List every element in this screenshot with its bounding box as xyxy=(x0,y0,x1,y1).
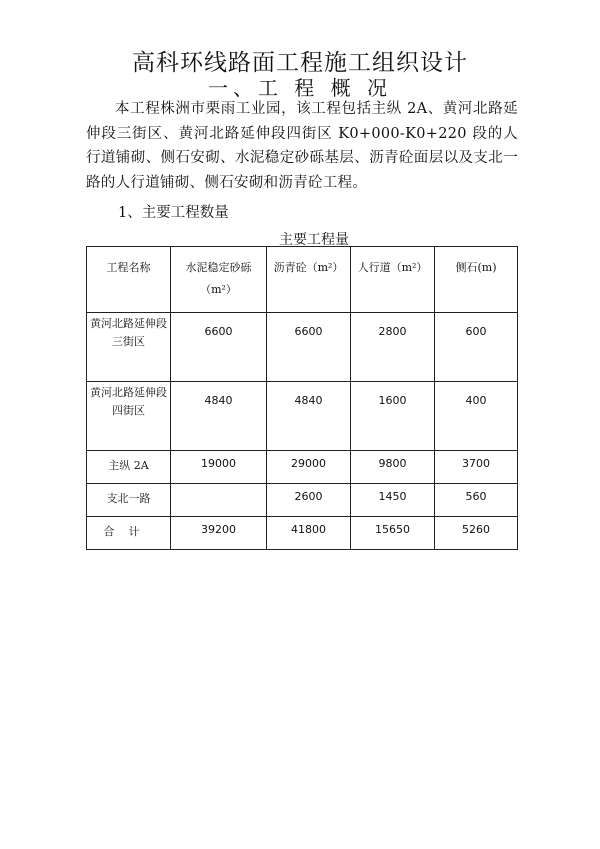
value-cell: 6600 xyxy=(171,313,267,382)
table-header-row xyxy=(87,247,518,313)
value-cell: 600 xyxy=(435,313,518,382)
table-row xyxy=(87,382,518,451)
section-heading: 一、工 程 概 况 xyxy=(207,76,393,100)
table-row-total xyxy=(87,517,518,550)
value-cell: 4840 xyxy=(267,382,351,451)
value-cell: 15650 xyxy=(351,517,435,550)
table-row xyxy=(87,313,518,382)
row-name-cell: 支北一路 xyxy=(87,484,171,517)
row-name-cell: 主纵 2A xyxy=(87,451,171,484)
intro-paragraph: 本工程株洲市栗雨工业园，该工程包括主纵 2A、黄河北路延伸段三街区、黄河北路延伸段四街区 K0+000-K0+220 段的人行道铺砌、侧石安砌、水泥稳定砂砾基层、沥青砼面层以及支北一路的人行道铺砌、侧石安砌和沥青砼工程。 xyxy=(86,101,518,191)
page-title: 高科环线路面工程施工组织设计 xyxy=(132,50,468,76)
sub-heading: 1、主要工程数量 xyxy=(118,205,229,221)
value-cell: 19000 xyxy=(171,451,267,484)
value-cell: 3700 xyxy=(435,451,518,484)
value-cell: 2600 xyxy=(267,484,351,517)
header-cell: 沥青砼（m²） xyxy=(267,247,351,313)
header-cell: 水泥稳定砂砾（m²） xyxy=(171,247,267,313)
quantities-table xyxy=(86,246,518,550)
header-cell: 工程名称 xyxy=(87,247,171,313)
value-cell: 1450 xyxy=(351,484,435,517)
value-cell: 6600 xyxy=(267,313,351,382)
row-name-cell: 合计 xyxy=(87,517,171,550)
table-row xyxy=(87,484,518,517)
row-name-cell: 黄河北路延伸段四街区 xyxy=(87,382,171,451)
value-cell: 560 xyxy=(435,484,518,517)
value-cell: 1600 xyxy=(351,382,435,451)
value-cell: 4840 xyxy=(171,382,267,451)
value-cell: 5260 xyxy=(435,517,518,550)
value-cell: 29000 xyxy=(267,451,351,484)
table-row xyxy=(87,451,518,484)
row-name-cell: 黄河北路延伸段三街区 xyxy=(87,313,171,382)
value-cell: 39200 xyxy=(171,517,267,550)
value-cell: 41800 xyxy=(267,517,351,550)
value-cell: 2800 xyxy=(351,313,435,382)
header-cell: 侧石(m) xyxy=(435,247,518,313)
table-caption: 主要工程量 xyxy=(279,232,349,248)
header-cell: 人行道（m²） xyxy=(351,247,435,313)
value-cell xyxy=(171,484,267,517)
value-cell: 400 xyxy=(435,382,518,451)
value-cell: 9800 xyxy=(351,451,435,484)
